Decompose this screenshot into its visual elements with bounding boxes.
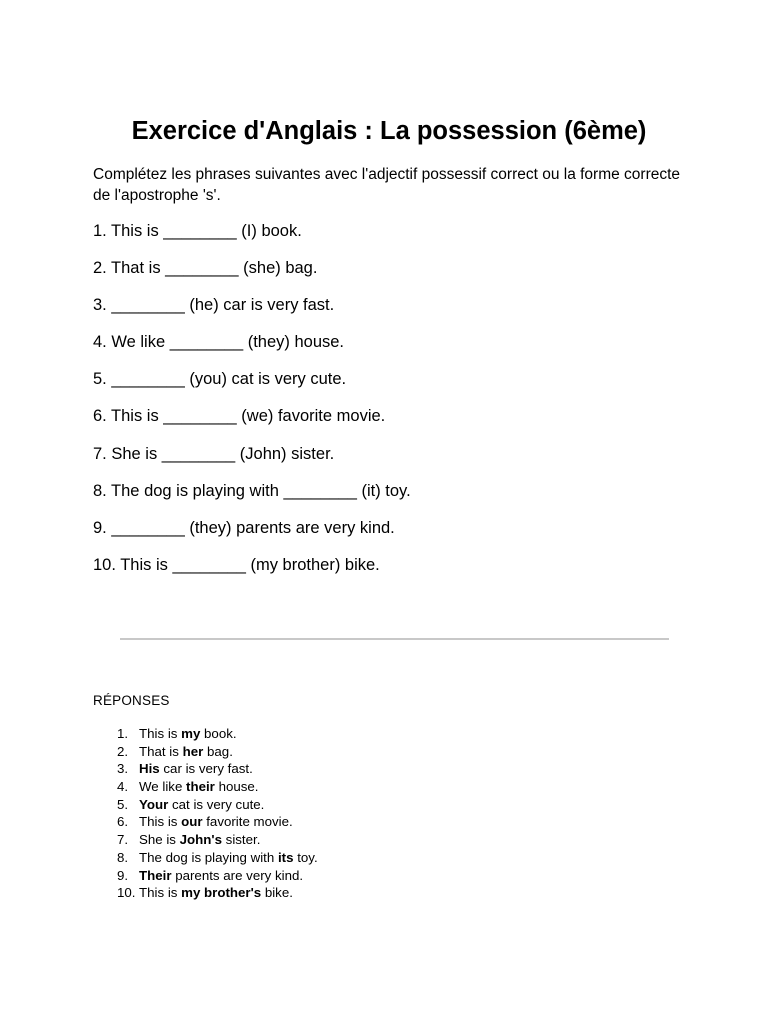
answer-number: 6. <box>117 814 129 830</box>
question-item: 10. This is ________ (my brother) bike. <box>93 555 380 574</box>
answer-text-before: This is <box>139 814 182 830</box>
answer-number: 10. <box>117 885 136 901</box>
answer-item <box>108 884 508 902</box>
answer-number: 2. <box>117 743 129 759</box>
answer-highlight: my brother's <box>181 885 262 901</box>
question-item: 6. This is ________ (we) favorite movie. <box>93 407 386 426</box>
answer-highlight: John's <box>179 832 222 848</box>
answer-highlight: her <box>182 743 204 759</box>
answer-text-before: We like <box>139 779 187 795</box>
answer-list <box>108 725 508 902</box>
question-item: 5. ________ (you) cat is very cute. <box>93 370 347 389</box>
answer-item <box>108 796 508 814</box>
answer-text-before: She is <box>139 832 180 848</box>
answer-item <box>108 867 508 885</box>
answer-highlight: Your <box>139 796 169 812</box>
answer-text-before: This is <box>139 726 182 741</box>
answer-text-after: car is very fast. <box>159 761 253 777</box>
question-item: 1. This is ________ (I) book. <box>93 222 302 240</box>
answer-text-after: cat is very cute. <box>168 796 265 812</box>
answer-item <box>108 725 508 743</box>
question-item: 3. ________ (he) car is very fast. <box>93 296 335 315</box>
answer-highlight: its <box>277 849 294 865</box>
answer-highlight: Their <box>139 867 172 883</box>
answer-text-before: That is <box>139 743 183 759</box>
answer-text-after: parents are very kind. <box>171 867 304 883</box>
answer-text-after: sister. <box>221 832 261 848</box>
answer-number: 5. <box>117 796 129 812</box>
answer-item <box>108 778 508 796</box>
question-item: 8. The dog is playing with ________ (it) toy. <box>93 481 411 500</box>
answer-text-after: house. <box>214 779 259 795</box>
answer-number: 3. <box>117 761 129 777</box>
answer-number: 1. <box>117 726 129 741</box>
answer-number: 8. <box>117 849 129 865</box>
answer-text-before: The dog is playing with <box>139 849 278 865</box>
question-item: 4. We like ________ (they) house. <box>93 333 345 352</box>
answer-item <box>108 813 508 831</box>
answer-highlight: my <box>181 726 201 741</box>
answer-text-after: book. <box>200 726 237 741</box>
answer-text-after: bag. <box>203 743 233 759</box>
answer-number: 4. <box>117 779 129 795</box>
answer-number: 9. <box>117 867 129 883</box>
answer-text-after: favorite movie. <box>202 814 293 830</box>
section-divider <box>120 638 669 640</box>
answers-heading: RÉPONSES <box>93 693 170 708</box>
answer-item <box>108 760 508 778</box>
answer-highlight: our <box>181 814 203 830</box>
page-title: Exercice d'Anglais : La possession (6ème) <box>131 117 647 145</box>
instructions-text: Complétez les phrases suivantes avec l'adjectif possessif correct ou la forme correcte de l'apostrophe 's'. <box>93 166 681 204</box>
answer-item <box>108 743 508 761</box>
answer-item <box>108 849 508 867</box>
answer-highlight: His <box>139 761 160 777</box>
answer-text-after: bike. <box>261 885 293 901</box>
question-item: 9. ________ (they) parents are very kind. <box>93 518 395 537</box>
question-item: 2. That is ________ (she) bag. <box>93 259 318 278</box>
question-list <box>93 220 733 591</box>
answer-highlight: their <box>186 779 215 795</box>
answer-item <box>108 831 508 849</box>
answer-text-before: This is <box>139 885 182 901</box>
question-item: 7. She is ________ (John) sister. <box>93 444 335 463</box>
answer-text-after: toy. <box>293 849 318 865</box>
answer-number: 7. <box>117 832 129 848</box>
